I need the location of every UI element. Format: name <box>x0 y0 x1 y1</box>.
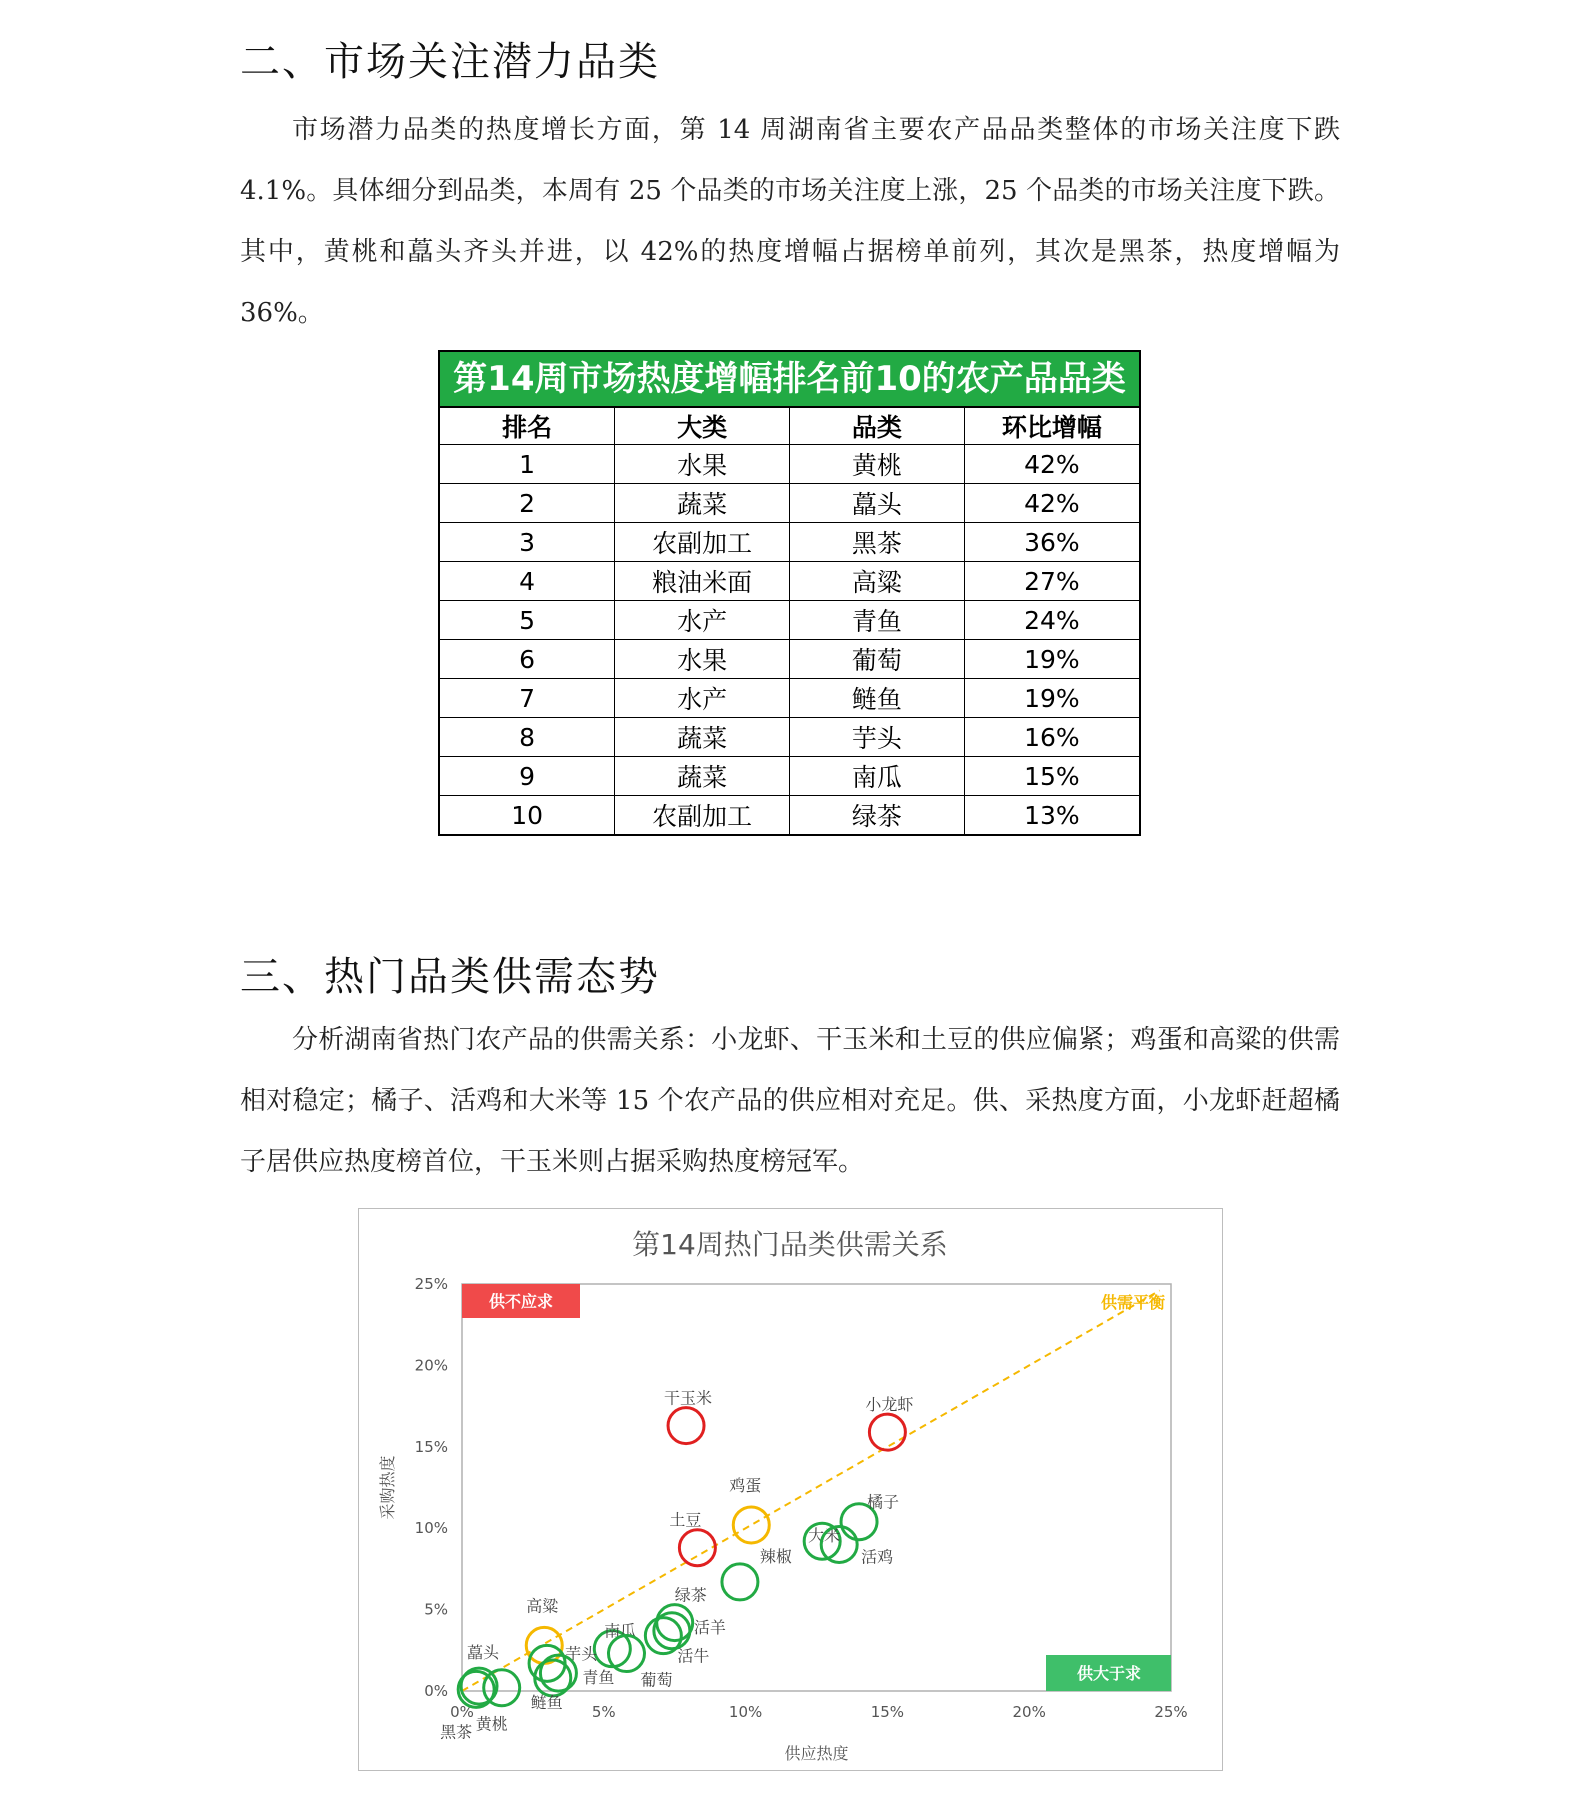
table-row <box>440 523 1139 562</box>
chart-title: 第14周热门品类供需关系 <box>632 1228 948 1261</box>
point-label: 活羊 <box>693 1617 726 1637</box>
point-label: 鸡蛋 <box>729 1475 762 1495</box>
cell-rank: 3 <box>440 523 615 562</box>
y-tick-label: 15% <box>414 1437 448 1456</box>
table-row <box>440 601 1139 640</box>
point-label: 土豆 <box>669 1510 702 1530</box>
cell-category: 粮油米面 <box>615 562 790 601</box>
cell-growth: 36% <box>964 523 1139 562</box>
cell-category: 蔬菜 <box>615 757 790 796</box>
section-2-heading: 二、市场关注潜力品类 <box>240 39 660 85</box>
y-tick-label: 20% <box>414 1356 448 1375</box>
section-2-paragraph: 市场潜力品类的热度增长方面，第 14 周湖南省主要农产品品类整体的市场关注度下跌 4.1%。具体细分到品类，本周有 25 个品类的市场关注度上涨，25 个品类的市场关注度下跌。其中，黄桃和藠头齐头并进，以 42%的热度增幅占据榜单前列，其次是黑茶，热度增幅为 36%。 <box>240 115 1340 328</box>
cell-growth: 42% <box>964 445 1139 484</box>
y-tick-label: 25% <box>414 1275 448 1293</box>
section-3-heading: 三、热门品类供需态势 <box>240 954 660 1000</box>
cell-growth: 13% <box>964 796 1139 835</box>
table-row <box>440 484 1139 523</box>
cell-category: 蔬菜 <box>615 484 790 523</box>
cell-product: 藠头 <box>790 484 965 523</box>
balance-line <box>462 1291 1160 1691</box>
point-marker <box>608 1636 644 1672</box>
table-title: 第14周市场热度增幅排名前10的农产品品类 <box>440 352 1139 408</box>
point-label: 藠头 <box>467 1643 500 1663</box>
surplus-label: 供大于求 <box>1076 1664 1142 1683</box>
cell-rank: 4 <box>440 562 615 601</box>
supply-demand-chart <box>358 1208 1223 1771</box>
cell-rank: 9 <box>440 757 615 796</box>
x-tick-label: 0% <box>450 1703 474 1721</box>
cell-category: 水产 <box>615 679 790 718</box>
cell-product: 黑茶 <box>790 523 965 562</box>
cell-product: 黄桃 <box>790 445 965 484</box>
table-row <box>440 640 1139 679</box>
cell-rank: 5 <box>440 601 615 640</box>
point-label: 活鸡 <box>861 1547 894 1567</box>
table-row <box>440 679 1139 718</box>
table-header-row <box>440 408 1139 445</box>
table-row <box>440 562 1139 601</box>
y-tick-label: 0% <box>424 1682 448 1700</box>
balance-label: 供需平衡 <box>1100 1293 1165 1312</box>
cell-category: 水产 <box>615 601 790 640</box>
table-row <box>440 757 1139 796</box>
point-label: 小龙虾 <box>865 1395 914 1415</box>
header-category: 大类 <box>615 408 790 445</box>
section-3-paragraph: 分析湖南省热门农产品的供需关系：小龙虾、干玉米和土豆的供应偏紧；鸡蛋和高粱的供需相对稳定；橘子、活鸡和大米等 15 个农产品的供应相对充足。供、采热度方面，小龙虾赶超橘子居供应热度榜首位，干玉米则占据采购热度榜冠军。 <box>240 1025 1340 1177</box>
x-tick-label: 25% <box>1154 1703 1188 1721</box>
cell-growth: 15% <box>964 757 1139 796</box>
cell-category: 水果 <box>615 445 790 484</box>
point-label: 黄桃 <box>475 1714 508 1734</box>
cell-product: 芋头 <box>790 718 965 757</box>
point-label: 芋头 <box>565 1644 598 1664</box>
cell-category: 农副加工 <box>615 796 790 835</box>
cell-rank: 7 <box>440 679 615 718</box>
header-rank: 排名 <box>440 408 615 445</box>
point-marker <box>733 1507 769 1543</box>
x-axis-title: 供应热度 <box>784 1744 849 1763</box>
header-growth: 环比增幅 <box>964 408 1139 445</box>
x-tick-label: 10% <box>728 1703 763 1721</box>
x-tick-label: 15% <box>870 1703 905 1721</box>
point-label: 橘子 <box>867 1492 900 1512</box>
cell-product: 青鱼 <box>790 601 965 640</box>
x-tick-label: 20% <box>1012 1703 1046 1721</box>
cell-rank: 2 <box>440 484 615 523</box>
point-label: 南瓜 <box>604 1621 637 1641</box>
cell-product: 绿茶 <box>790 796 965 835</box>
cell-rank: 1 <box>440 445 615 484</box>
y-axis-title: 采购热度 <box>378 1455 397 1520</box>
point-label: 辣椒 <box>759 1546 792 1566</box>
table-row <box>440 445 1139 484</box>
cell-product: 葡萄 <box>790 640 965 679</box>
point-label: 大米 <box>808 1526 841 1546</box>
shortage-label: 供不应求 <box>488 1292 554 1311</box>
cell-growth: 16% <box>964 718 1139 757</box>
header-product: 品类 <box>790 408 965 445</box>
point-label: 干玉米 <box>664 1388 713 1408</box>
point-label: 青鱼 <box>582 1668 615 1688</box>
point-marker <box>668 1408 704 1444</box>
cell-category: 农副加工 <box>615 523 790 562</box>
cell-product: 高粱 <box>790 562 965 601</box>
ranking-table <box>438 350 1141 836</box>
cell-rank: 6 <box>440 640 615 679</box>
cell-rank: 8 <box>440 718 615 757</box>
point-label: 黑茶 <box>440 1722 473 1742</box>
point-label: 葡萄 <box>640 1670 673 1690</box>
cell-growth: 24% <box>964 601 1139 640</box>
y-tick-label: 10% <box>414 1519 448 1538</box>
table-row <box>440 718 1139 757</box>
cell-product: 鲢鱼 <box>790 679 965 718</box>
point-marker <box>722 1564 758 1600</box>
point-label: 绿茶 <box>674 1585 707 1605</box>
cell-rank: 10 <box>440 796 615 835</box>
table-row <box>440 796 1139 835</box>
point-label: 活牛 <box>677 1646 710 1666</box>
cell-growth: 27% <box>964 562 1139 601</box>
chart-svg <box>359 1209 1222 1770</box>
cell-product: 南瓜 <box>790 757 965 796</box>
point-marker <box>869 1414 905 1450</box>
point-label: 鲢鱼 <box>530 1692 563 1712</box>
point-marker <box>679 1530 715 1566</box>
cell-category: 水果 <box>615 640 790 679</box>
cell-category: 蔬菜 <box>615 718 790 757</box>
point-label: 高粱 <box>526 1596 559 1616</box>
y-tick-label: 5% <box>424 1600 448 1619</box>
cell-growth: 19% <box>964 679 1139 718</box>
table-body <box>440 408 1139 834</box>
x-tick-label: 5% <box>591 1703 616 1721</box>
cell-growth: 42% <box>964 484 1139 523</box>
cell-growth: 19% <box>964 640 1139 679</box>
